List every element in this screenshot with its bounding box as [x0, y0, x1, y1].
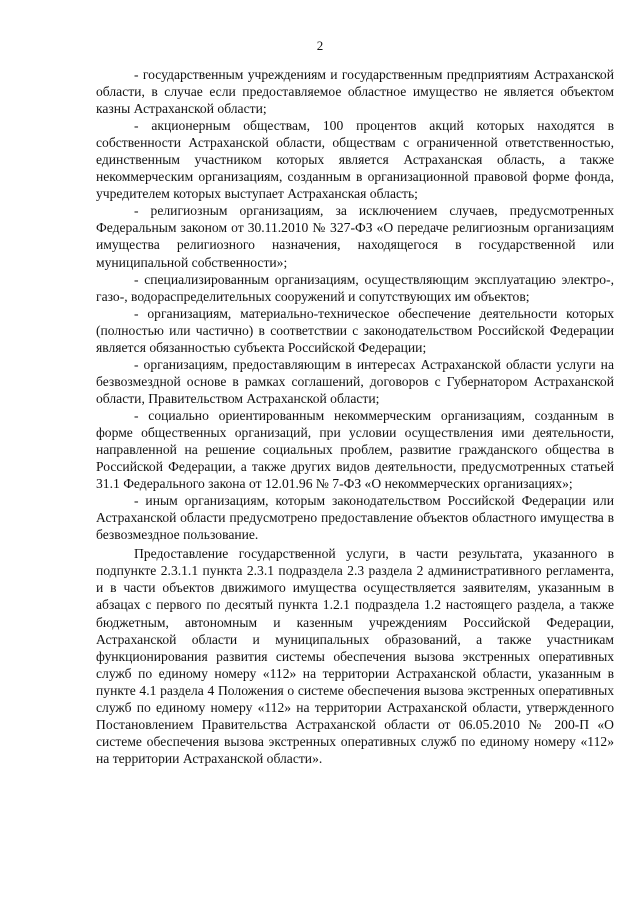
document-body [96, 66, 614, 767]
paragraph-joint-stock-companies: - акционерным обществам, 100 процентов акций которых находятся в собственности Астраханской области, обществам с ограниченной ответственностью, единственным участником которых является Астраханская область, а также некоммерческим организациям, созданным в организационной правовой форме фонда, учредителем которых выступает Астраханская область; [96, 118, 614, 202]
paragraph-state-institutions: - государственным учреждениям и государственным предприятиям Астраханской области, в случае если предоставляемое областное имущество не является объектом казны Астраханской области; [96, 67, 614, 117]
paragraph-religious-organizations: - религиозным организациям, за исключением случаев, предусмотренных Федеральным законом от 30.11.2010 № 327-ФЗ «О передаче религиозным организациям имущества религиозного назначения, находящегося в государственной или муниципальной собственности»; [96, 203, 614, 270]
paragraph-material-support-organizations: - организациям, материально-техническое обеспечение деятельности которых (полностью или частично) в соответствии с законодательством Российской Федерации является обязанностью субъекта Российской Федерации; [96, 305, 614, 355]
paragraph-nonprofit-organizations: - социально ориентированным некоммерческим организациям, созданным в форме общественных организаций, при условии осуществления ими деятельности, направленной на решение социальных проблем, развитие гражданского общества в Российской Федерации, а также других видов деятельности, предусмотренных статьей 31.1 Федерального закона от 12.01.96 № 7-ФЗ «О некоммерческих организациях»; [96, 407, 614, 492]
paragraph-other-organizations: - иным организациям, которым законодательством Российской Федерации или Астраханской области предусмотрено предоставление объектов областного имущества в безвозмездное пользование. [96, 493, 614, 543]
paragraph-specialized-organizations: - специализированным организациям, осуществляющим эксплуатацию электро-, газо-, водораспределительных сооружений и сопутствующих им объектов; [96, 271, 614, 304]
paragraph-service-organizations: - организациям, предоставляющим в интересах Астраханской области услуги на безвозмездной основе в рамках соглашений, договоров с Губернатором Астраханской области, Правительством Астраханской области; [96, 356, 614, 406]
page-number: 2 [316, 38, 324, 53]
paragraph-service-provision: Предоставление государственной услуги, в части результата, указанного в подпункте 2.3.1.1 пункта 2.3.1 подраздела 2.3 раздела 2 административного регламента, и в части объектов движимого имущества осуществляется заявителям, указанным в абзацах с первого по десятый пункта 1.2.1 подраздела 1.2 настоящего раздела, а также бюджетным, автономным и казенным учреждениям Российской Федерации, Астраханской области и муниципальных образований, а также участникам функционирования развития системы обеспечения вызова экстренных оперативных служб по единому номеру «112» на территории Астраханской области, указанным в пункте 4.1 раздела 4 Положения о системе обеспечения вызова экстренных оперативных служб по единому номеру «112» на территории Астраханской области, утвержденного Постановлением Правительства Астраханской области от 06.05.2010 № 200-П «О системе обеспечения вызова экстренных оперативных служб по единому номеру «112» на территории Астраханской области». [96, 546, 614, 766]
